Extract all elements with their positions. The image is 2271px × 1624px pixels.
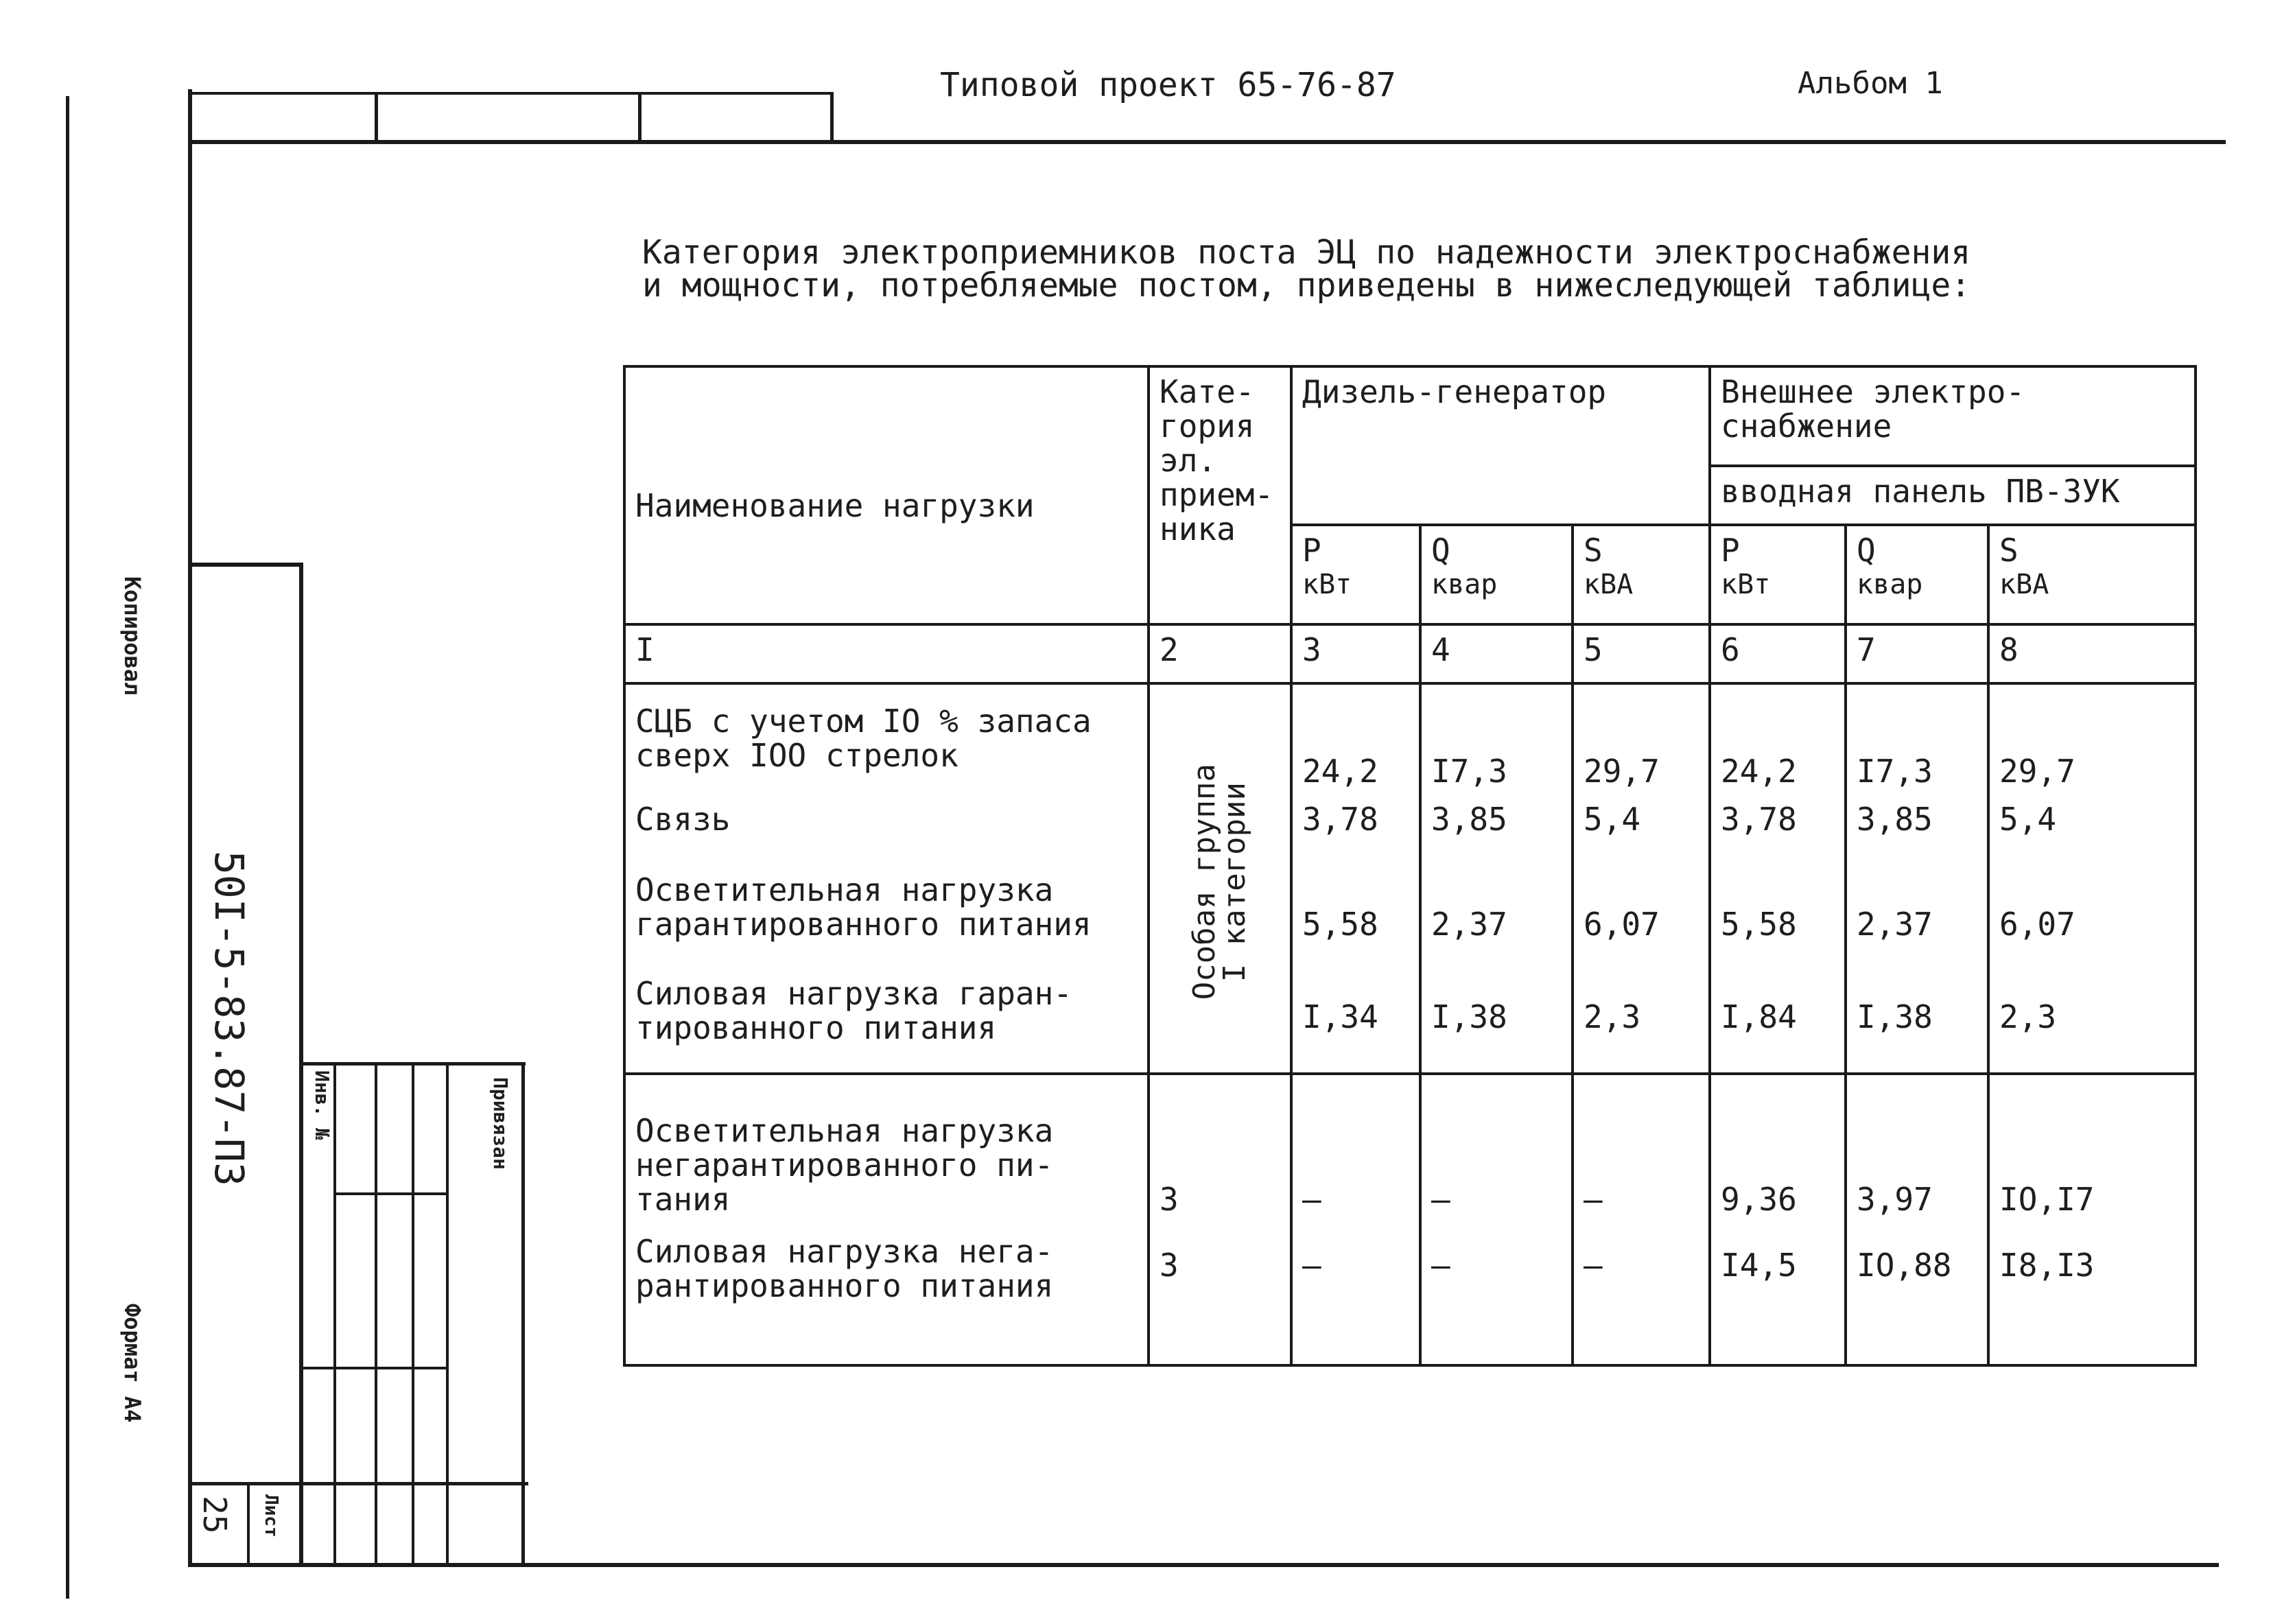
stamp-divider <box>446 1062 449 1564</box>
dg-p: 3,78 <box>1291 795 1420 851</box>
ext-p: 9,36 <box>1710 1074 1846 1227</box>
dg-p: 5,58 <box>1291 851 1420 952</box>
sheet-number: 25 <box>196 1496 233 1534</box>
stamp-divider <box>375 1062 377 1564</box>
dg-p: – <box>1291 1074 1420 1227</box>
column-number: 8 <box>1988 624 2196 683</box>
header-ext-s: S кВА <box>1988 525 2196 624</box>
intro-line-2: и мощности, потребляемые постом, приведены в нижеследующей таблице: <box>642 266 1971 305</box>
stamp-divider <box>188 1482 528 1485</box>
dg-s: 2,3 <box>1573 952 1710 1074</box>
project-title: Типовой проект 65-76-87 <box>940 66 1396 104</box>
ext-q: IO,88 <box>1846 1227 1988 1365</box>
header-dg-s: S кВА <box>1573 525 1710 624</box>
inventory-number-label: Инв. № <box>311 1070 333 1140</box>
group-category: Особая группа I категории <box>1149 683 1291 1074</box>
table-row <box>624 952 2196 1074</box>
ext-p: 5,58 <box>1710 851 1846 952</box>
ext-q: I,38 <box>1846 952 1988 1074</box>
ext-q: 3,97 <box>1846 1074 1988 1227</box>
load-name: Осветительная нагрузка гарантированного питания <box>624 851 1149 952</box>
ext-s: 6,07 <box>1988 851 2196 952</box>
intro-line-1: Категория электроприемников поста ЭЦ по надежности электроснабжения <box>642 233 1971 272</box>
outer-left-line <box>66 96 69 1599</box>
stamp-box-top <box>188 563 302 567</box>
document-code: 50I-5-83.87-ПЗ <box>206 851 252 1186</box>
load-name: Силовая нагрузка нега- рантированного питания <box>624 1227 1149 1365</box>
load-name: Связь <box>624 795 1149 851</box>
column-number: 7 <box>1846 624 1988 683</box>
column-number: 4 <box>1420 624 1573 683</box>
frame-bottom-line <box>188 1563 2219 1567</box>
dg-s: 5,4 <box>1573 795 1710 851</box>
dg-s: 29,7 <box>1573 683 1710 795</box>
dg-p: I,34 <box>1291 952 1420 1074</box>
dg-q: 2,37 <box>1420 851 1573 952</box>
header-cell-divider <box>188 92 833 95</box>
stamp-divider <box>521 1062 525 1564</box>
table-row <box>624 1227 2196 1365</box>
table-row <box>624 795 2196 851</box>
header-cell-divider <box>638 92 642 144</box>
table-row <box>624 683 2196 795</box>
ext-s: IO,I7 <box>1988 1074 2196 1227</box>
dg-p: 24,2 <box>1291 683 1420 795</box>
stamp-divider <box>336 1192 446 1195</box>
stamp-divider <box>247 1482 250 1564</box>
header-row-1 <box>624 366 2196 466</box>
ext-s: 29,7 <box>1988 683 2196 795</box>
ext-p: 3,78 <box>1710 795 1846 851</box>
dg-q: I,38 <box>1420 952 1573 1074</box>
column-number: 3 <box>1291 624 1420 683</box>
copied-label: Копировал <box>119 576 145 696</box>
table-row <box>624 1074 2196 1227</box>
ext-q: I7,3 <box>1846 683 1988 795</box>
header-cell-divider <box>375 92 378 144</box>
stamp-divider <box>299 1367 446 1369</box>
column-number: I <box>624 624 1149 683</box>
album-label: Альбом 1 <box>1798 66 1943 101</box>
column-number: 5 <box>1573 624 1710 683</box>
ext-p: I4,5 <box>1710 1227 1846 1365</box>
dg-s: – <box>1573 1227 1710 1365</box>
frame-top-line <box>188 140 2226 144</box>
header-dg-q: Q квар <box>1420 525 1573 624</box>
sheet-label: Лист <box>261 1494 281 1538</box>
load-name: Силовая нагрузка гаран- тированного питания <box>624 952 1149 1074</box>
header-ext-q: Q квар <box>1846 525 1988 624</box>
ext-p: I,84 <box>1710 952 1846 1074</box>
header-external: Внешнее электро- снабжение <box>1710 366 2196 466</box>
load-table <box>623 365 2197 1367</box>
stamp-divider <box>333 1062 336 1564</box>
ext-q: 3,85 <box>1846 795 1988 851</box>
category: 3 <box>1149 1227 1291 1365</box>
dg-s: 6,07 <box>1573 851 1710 952</box>
dg-q: I7,3 <box>1420 683 1573 795</box>
frame-left-line <box>188 89 192 1564</box>
ext-q: 2,37 <box>1846 851 1988 952</box>
header-cell-divider <box>830 92 834 144</box>
header-diesel: Дизель-генератор <box>1291 366 1710 525</box>
dg-q: – <box>1420 1074 1573 1227</box>
format-label: Формат А4 <box>119 1304 145 1423</box>
ext-p: 24,2 <box>1710 683 1846 795</box>
header-name: Наименование нагрузки <box>624 366 1149 624</box>
category: 3 <box>1149 1074 1291 1227</box>
attached-label: Привязан <box>489 1077 512 1170</box>
load-name: СЦБ с учетом IO % запаса сверх IOO стрелок <box>624 683 1149 795</box>
ext-s: 5,4 <box>1988 795 2196 851</box>
dg-s: – <box>1573 1074 1710 1227</box>
load-name: Осветительная нагрузка негарантированного пи- тания <box>624 1074 1149 1227</box>
table-row <box>624 851 2196 952</box>
column-numbers-row <box>624 624 2196 683</box>
header-dg-p: Р кВт <box>1291 525 1420 624</box>
ext-s: I8,I3 <box>1988 1227 2196 1365</box>
column-number: 2 <box>1149 624 1291 683</box>
stamp-divider <box>412 1062 414 1564</box>
column-number: 6 <box>1710 624 1846 683</box>
header-panel: вводная панель ПВ-ЗУК <box>1710 466 2196 525</box>
dg-q: 3,85 <box>1420 795 1573 851</box>
header-category: Кате- гория эл. прием- ника <box>1149 366 1291 624</box>
dg-p: – <box>1291 1227 1420 1365</box>
header-ext-p: Р кВт <box>1710 525 1846 624</box>
ext-s: 2,3 <box>1988 952 2196 1074</box>
dg-q: – <box>1420 1227 1573 1365</box>
